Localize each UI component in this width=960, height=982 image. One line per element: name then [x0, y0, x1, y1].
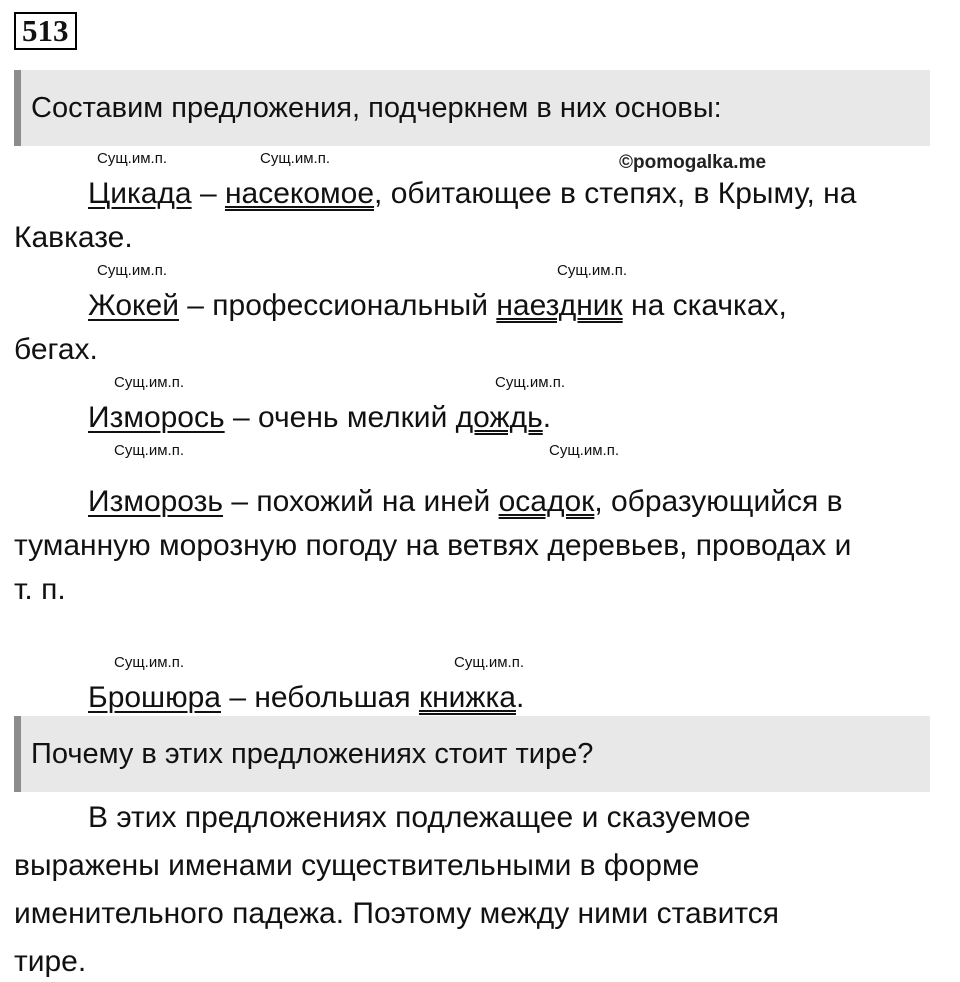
predicate-underlined: наездник — [496, 289, 623, 322]
noun-label: Сущ.им.п. — [114, 654, 184, 671]
subject-underlined: Цикада — [88, 177, 192, 210]
sentence-rest: . — [515, 681, 525, 714]
sentence-2-line-2: бегах. — [14, 333, 98, 366]
sentence-5-line-1 — [88, 680, 524, 716]
noun-label: Сущ.им.п. — [114, 374, 184, 391]
question-bar-1 — [14, 70, 930, 146]
sentence-rest: , образующийся в — [594, 485, 843, 518]
sentence-4-line-2: туманную морозную погоду на ветвях деревьев, проводах и — [14, 529, 852, 562]
sentence-3-line-1 — [88, 400, 551, 436]
sentence-rest: . — [542, 401, 552, 434]
sentence-middle: – профессиональный — [178, 289, 497, 322]
noun-label: Сущ.им.п. — [549, 442, 619, 459]
sentence-4-line-3: т. п. — [14, 573, 66, 606]
sentence-middle: – небольшая — [221, 681, 419, 714]
predicate-underlined: книжка — [418, 681, 516, 714]
answer-line-3: именительного падежа. Поэтому между ними ставится — [14, 897, 780, 930]
subject-underlined: Изморозь — [88, 485, 224, 518]
sentence-1-line-1 — [88, 176, 856, 212]
answer-line-1: В этих предложениях подлежащее и сказуемое — [88, 801, 751, 834]
noun-label: Сущ.им.п. — [97, 150, 167, 167]
sentence-4-line-1 — [88, 484, 843, 520]
subject-underlined: Жокей — [88, 289, 179, 322]
dash: – — [191, 177, 225, 210]
answer-line-2: выражены именами существительными в форме — [14, 849, 700, 882]
noun-label: Сущ.им.п. — [557, 262, 627, 279]
question-2-text: Почему в этих предложениях стоит тире? — [31, 738, 594, 770]
predicate-underlined: дождь — [455, 401, 543, 434]
sentence-rest: , обитающее в степях, в Крыму, на — [374, 177, 857, 210]
predicate-underlined: осадок — [498, 485, 595, 518]
predicate-underlined: насекомое — [224, 177, 375, 210]
subject-underlined: Изморось — [88, 401, 225, 434]
noun-label: Сущ.им.п. — [454, 654, 524, 671]
noun-label: Сущ.им.п. — [97, 262, 167, 279]
question-1-text: Составим предложения, подчеркнем в них основы: — [31, 92, 722, 124]
noun-label: Сущ.им.п. — [114, 442, 184, 459]
answer-line-4: тире. — [14, 945, 87, 978]
noun-label: Сущ.им.п. — [260, 150, 330, 167]
sentence-middle: – очень мелкий — [224, 401, 456, 434]
sentence-2-line-1 — [88, 288, 787, 324]
sentence-rest: на скачках, — [622, 289, 787, 322]
watermark: ©pomogalka.me — [619, 152, 767, 173]
subject-underlined: Брошюра — [88, 681, 221, 714]
task-number: 513 — [14, 12, 77, 50]
noun-label: Сущ.им.п. — [495, 374, 565, 391]
sentence-middle: – похожий на иней — [223, 485, 499, 518]
question-bar-2 — [14, 716, 930, 792]
sentence-1-line-2: Кавказе. — [14, 221, 133, 254]
